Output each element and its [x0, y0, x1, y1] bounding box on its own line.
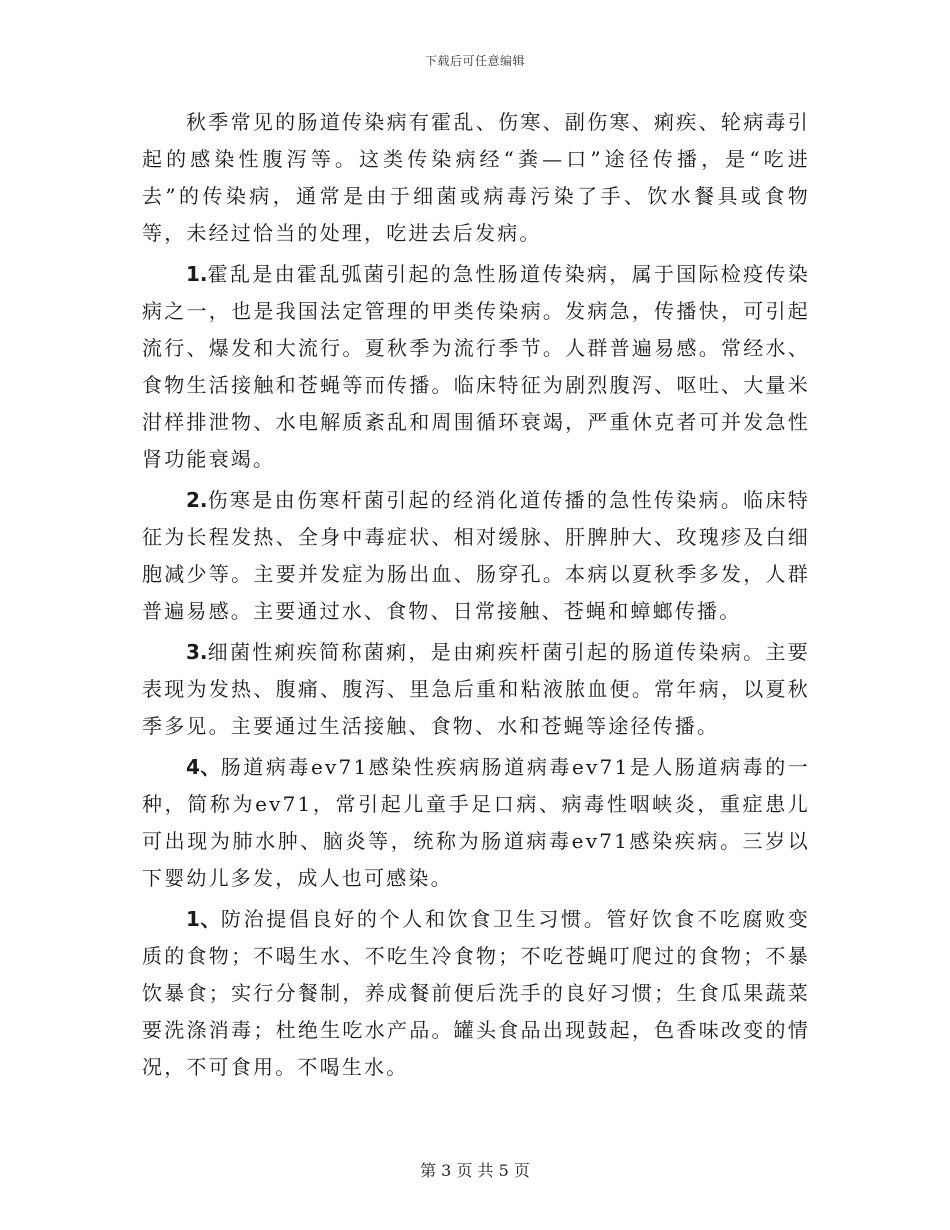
- paragraph-number: 3.: [186, 640, 208, 664]
- paragraph-text: 秋季常见的肠道传染病有霍乱、伤寒、副伤寒、痢疾、轮病毒引起的感染性腹泻等。这类传染病经“粪—口”途径传播，是“吃进去”的传染病，通常是由于细菌或病毒污染了手、饮水餐具或食物等，未经过恰当的处理，吃进去后发病。: [142, 110, 810, 245]
- paragraph-number: 2.: [186, 488, 208, 512]
- paragraph-ev71: [142, 749, 810, 897]
- paragraph-text: 霍乱是由霍乱弧菌引起的急性肠道传染病，属于国际检疫传染病之一，也是我国法定管理的甲类传染病。发病急，传播快，可引起流行、爆发和大流行。夏秋季为流行季节。人群普遍易感。常经水、食物生活接触和苍蝇等而传播。临床特征为剧烈腹泻、呕吐、大量米泔样排泄物、水电解质紊乱和周围循环衰竭，严重休克者可并发急性肾功能衰竭。: [142, 262, 810, 471]
- paragraph-text: 伤寒是由伤寒杆菌引起的经消化道传播的急性传染病。临床特征为长程发热、全身中毒症状、相对缓脉、肝脾肿大、玫瑰疹及白细胞减少等。主要并发症为肠出血、肠穿孔。本病以夏秋季多发，人群普遍易感。主要通过水、食物、日常接触、苍蝇和蟑螂传播。: [142, 488, 810, 623]
- paragraph-text: 防治提倡良好的个人和饮食卫生习惯。管好饮食不吃腐败变质的食物；不喝生水、不吃生冷食物；不吃苍蝇叮爬过的食物；不暴饮暴食；实行分餐制，养成餐前便后洗手的良好习惯；生食瓜果蔬菜要洗涤消毒；杜绝生吃水产品。罐头食品出现鼓起，色香味改变的情况，不可食用。不喝生水。: [142, 907, 810, 1079]
- paragraph-prevention: [142, 901, 810, 1086]
- paragraph-cholera: [142, 256, 810, 478]
- paragraph-text: 细菌性痢疾简称菌痢，是由痢疾杆菌引起的肠道传染病。主要表现为发热、腹痛、腹泻、里急后重和粘液脓血便。常年病，以夏秋季多见。主要通过生活接触、食物、水和苍蝇等途径传播。: [142, 640, 810, 738]
- page-header: 下载后可任意编辑: [424, 54, 525, 68]
- page-footer: 第 3 页 共 5 页: [420, 1161, 530, 1180]
- paragraph-number: 1、: [186, 907, 221, 931]
- paragraph-number: 4、: [186, 755, 221, 779]
- paragraph-dysentery: [142, 634, 810, 745]
- paragraph-number: 1.: [186, 262, 208, 286]
- paragraph-intro: [142, 104, 810, 252]
- paragraph-typhoid: [142, 482, 810, 630]
- paragraph-text: 肠道病毒ev71感染性疾病肠道病毒ev71是人肠道病毒的一种，简称为ev71，常引起儿童手足口病、病毒性咽峡炎，重症患儿可出现为肺水肿、脑炎等，统称为肠道病毒ev71感染疾病。三岁以下婴幼儿多发，成人也可感染。: [142, 755, 811, 890]
- document-body: [142, 104, 810, 1090]
